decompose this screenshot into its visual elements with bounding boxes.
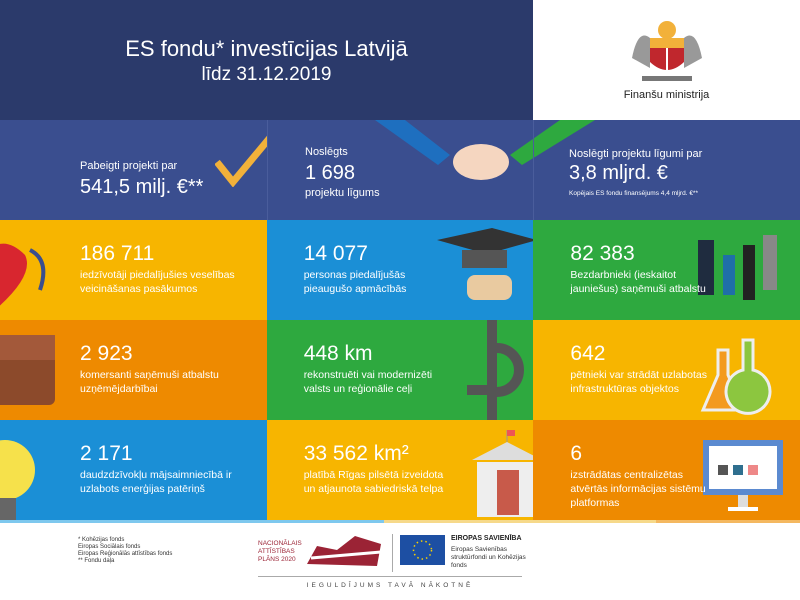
stat-value: 33 562 km² [303, 442, 409, 465]
stat-description: platībā Rīgas pilsētā izveidota un atjaunota sabiedriskā telpa [303, 469, 444, 495]
stat-description: iedzīvotāji piedalījušies veselības veicināšanas pasākumos [80, 269, 235, 295]
stat-value: 448 km [303, 342, 373, 365]
building-icon [467, 430, 534, 520]
summary-value: 3,8 mljrd. € [569, 162, 668, 184]
stat-tile [267, 220, 534, 320]
stat-description: Bezdarbnieki (ieskaitot jauniešus) saņēmuši atbalstu [570, 269, 706, 295]
stat-tile [533, 220, 800, 320]
stat-value: 6 [570, 442, 583, 465]
slogan: IEGULDĪJUMS TAVĀ NĀKOTNĒ [306, 582, 474, 589]
divider [258, 576, 522, 577]
stat-description: daudzdzīvokļu mājsaimniecībā ir uzlabots enerģijas patēriņš [80, 469, 232, 495]
footnote: ** Fondu daļa [78, 558, 115, 564]
latvia-map-icon [305, 534, 385, 570]
footnote: Eiropas Reģionālās attīstības fonds [78, 551, 173, 557]
stat-tile [533, 420, 800, 520]
stat-description: izstrādātas centralizētas atvērtās informācijas sistēmu platformas [570, 469, 706, 509]
stat-tile [0, 320, 267, 420]
flasks-icon [698, 330, 798, 420]
footer [0, 520, 800, 600]
stat-value: 642 [570, 342, 606, 365]
stat-tile [0, 420, 267, 520]
summary-amount [533, 120, 800, 220]
summary-label: Noslēgts [305, 146, 348, 158]
divider [392, 534, 393, 572]
stat-description: rekonstruēti vai modernizēti valsts un reģionālie ceļi [303, 369, 433, 395]
stat-tile [267, 420, 534, 520]
graduation-cap-icon [437, 220, 534, 320]
stat-description: pētnieki var strādāt uzlabotas infrastruktūras objektos [570, 369, 707, 395]
summary-completed [0, 120, 267, 220]
stat-tile [267, 320, 534, 420]
stat-value: 2 923 [80, 342, 133, 365]
eu-flag-icon [400, 535, 445, 565]
stat-value: 82 383 [570, 242, 635, 265]
page-subtitle: līdz 31.12.2019 [201, 64, 332, 85]
header [0, 0, 533, 120]
stat-value: 2 171 [80, 442, 133, 465]
stat-description: personas piedalījušās pieaugušo apmācībās [303, 269, 407, 295]
summary-value: 1 698 [305, 162, 356, 184]
stat-tile [533, 320, 800, 420]
footnotes [78, 537, 172, 565]
eu-subtitle: Eiropas Savienības struktūrfondi un Kohēzijas fonds [451, 546, 526, 569]
summary-label: Pabeigti projekti par [80, 160, 178, 172]
checkmark-icon [215, 132, 267, 187]
summary-sub: projektu līgums [305, 187, 380, 199]
coat-of-arms-icon [628, 18, 706, 84]
summary-sub: Kopējais ES fondu finansējums 4,4 mljrd. €** [569, 190, 698, 197]
page-title: ES fondu* investīcijas Latvijā [125, 36, 408, 61]
summary-value: 541,5 milj. €** [80, 176, 204, 198]
color-stripe [0, 520, 800, 523]
nap-logo-text: NACIONĀLAIS ATTĪSTĪBAS PLĀNS 2020 [258, 540, 302, 563]
ministry-logo [533, 0, 800, 120]
ministry-name: Finanšu ministrija [623, 89, 710, 101]
stat-description: komersanti saņēmuši atbalstu uzņēmējdarbībai [80, 369, 219, 395]
stat-tile [0, 220, 267, 320]
footnote: Eiropas Sociālais fonds [78, 544, 141, 550]
stat-value: 14 077 [303, 242, 368, 265]
monitor-icon [703, 430, 800, 520]
summary-label: Noslēgti projektu līgumi par [569, 148, 703, 160]
footnote: * Kohēzijas fonds [78, 537, 125, 543]
summary-band [0, 120, 800, 220]
road-icon [467, 320, 534, 420]
stat-value: 186 711 [80, 242, 155, 265]
eu-title: EIROPAS SAVIENĪBA [451, 535, 522, 542]
